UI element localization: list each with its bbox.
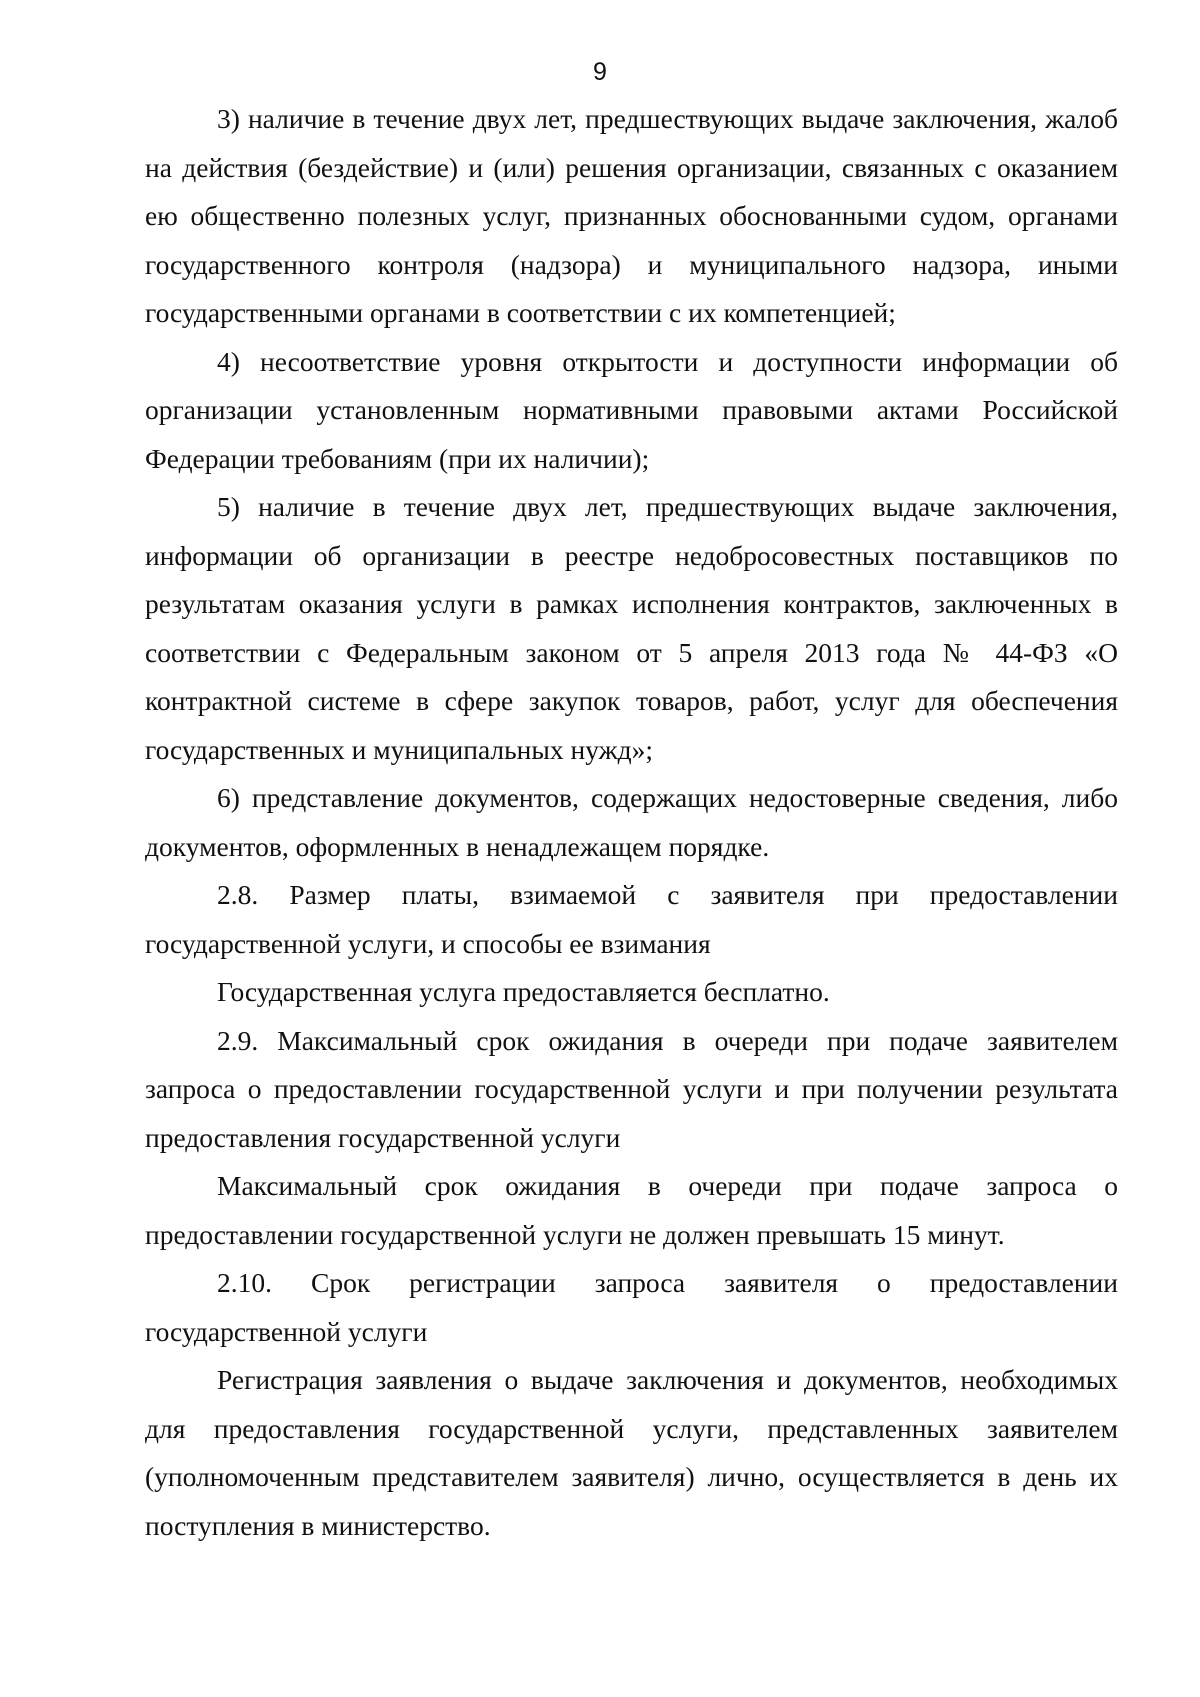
document-body	[145, 95, 1118, 1550]
paragraph-item-5: 5) наличие в течение двух лет, предшествующих выдаче заключения, информации об организации в реестре недобросовестных поставщиков по результатам оказания услуги в рамках исполнения контрактов, заключенных в соответствии с Федеральным законом от 5 апреля 2013 года № 44-ФЗ «О контрактной системе в сфере закупок товаров, работ, услуг для обеспечения государственных и муниципальных нужд»;	[145, 491, 1118, 765]
paragraph-item-3: 3) наличие в течение двух лет, предшествующих выдаче заключения, жалоб на действия (бездействие) и (или) решения организации, связанных с оказанием ею общественно полезных услуг, признанных обоснованными судом, органами государственного контроля (надзора) и муниципального надзора, иными государственными органами в соответствии с их компетенцией;	[145, 103, 1118, 328]
section-heading-2-9: 2.9. Максимальный срок ожидания в очереди при подаче заявителем запроса о предоставлении государственной услуги и при получении результата предоставления государственной услуги	[145, 1024, 1118, 1153]
paragraph-item-4: 4) несоответствие уровня открытости и доступности информации об организации установленным нормативными правовыми актами Российской Федерации требованиям (при их наличии);	[145, 345, 1118, 474]
paragraph-fee-statement: Государственная услуга предоставляется бесплатно.	[217, 976, 830, 1007]
page-number: 9	[593, 58, 607, 86]
paragraph-item-6: 6) представление документов, содержащих недостоверные сведения, либо документов, оформленных в ненадлежащем порядке.	[145, 782, 1118, 862]
section-heading-2-8: 2.8. Размер платы, взимаемой с заявителя при предоставлении государственной услуги, и способы ее взимания	[145, 879, 1118, 959]
paragraph-registration: Регистрация заявления о выдаче заключения и документов, необходимых для предоставления государственной услуги, представленных заявителем (уполномоченным представителем заявителя) лично, осуществляется в день их поступления в министерство.	[145, 1364, 1118, 1541]
section-heading-2-10: 2.10. Срок регистрации запроса заявителя о предоставлении государственной услуги	[145, 1267, 1118, 1347]
paragraph-wait-time: Максимальный срок ожидания в очереди при подаче запроса о предоставлении государственной услуги не должен превышать 15 минут.	[145, 1170, 1118, 1250]
